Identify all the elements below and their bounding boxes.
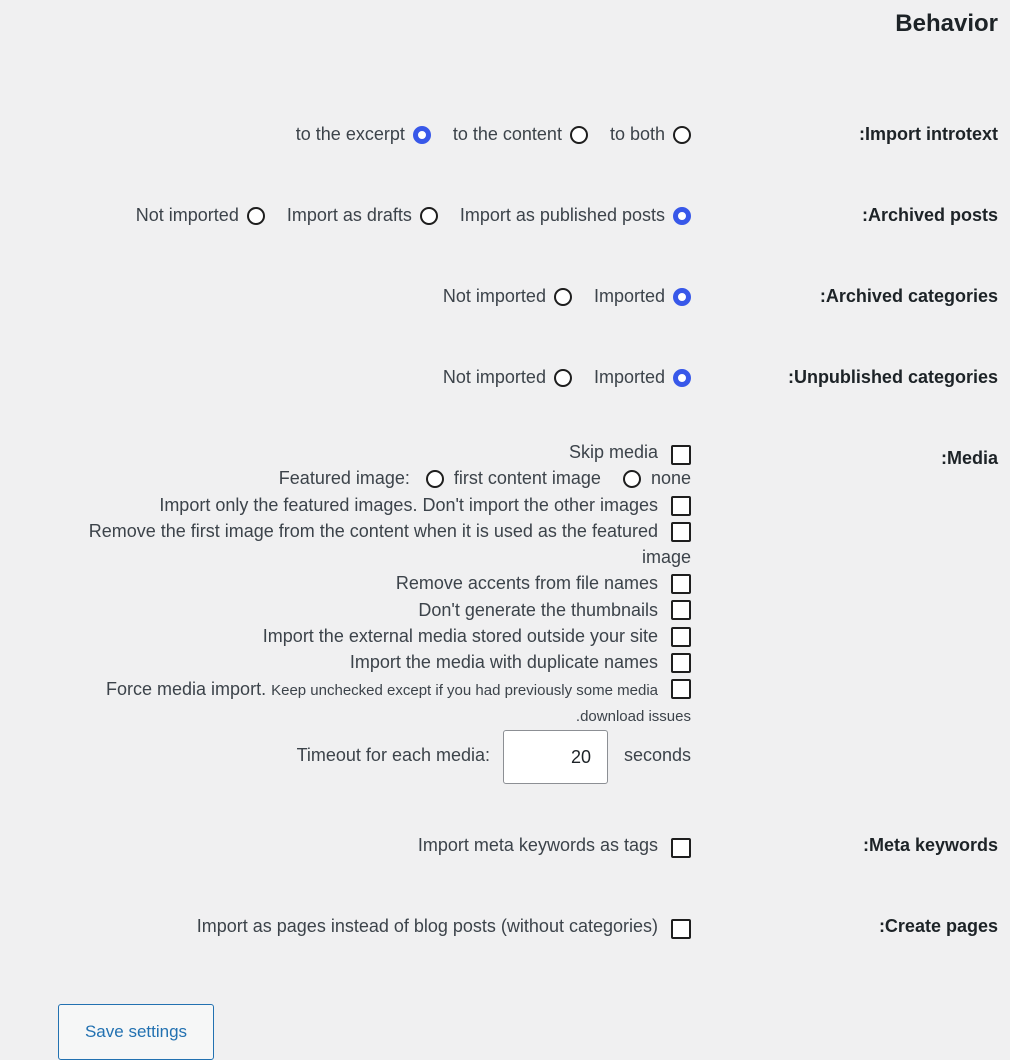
featured-image-label: Featured image:	[278, 468, 410, 488]
unpublished-categories-not-imported-label: Not imported	[442, 367, 546, 387]
import-only-featured-label: Import only the featured images. Don't import the other images	[159, 495, 658, 515]
duplicate-names-checkbox[interactable]	[671, 653, 691, 673]
unpublished-categories-option-not-imported[interactable]	[443, 367, 572, 388]
import-introtext-options	[296, 124, 691, 145]
timeout-input[interactable]	[503, 730, 608, 784]
no-thumbnails-label: Don't generate the thumbnails	[418, 600, 658, 620]
remove-first-image-checkbox[interactable]	[671, 522, 691, 542]
duplicate-names-label: Import the media with duplicate names	[349, 652, 658, 672]
introtext-option-content[interactable]	[453, 124, 588, 145]
timeout-label: Timeout for each media:	[296, 745, 490, 765]
archived-posts-published-radio[interactable]	[673, 207, 691, 225]
featured-image-first-label: first content image	[453, 468, 601, 488]
unpublished-categories-imported-radio[interactable]	[673, 369, 691, 387]
introtext-excerpt-label: to the excerpt	[295, 124, 405, 144]
media-label: :Media	[940, 448, 998, 468]
skip-media-label: Skip media	[568, 442, 658, 462]
introtext-content-label: to the content	[452, 124, 562, 144]
archived-posts-not-imported-label: Not imported	[135, 205, 239, 225]
featured-image-first-radio[interactable]	[426, 470, 444, 488]
force-import-checkbox[interactable]	[671, 679, 691, 699]
introtext-option-excerpt[interactable]	[296, 124, 431, 145]
unpublished-categories-options	[443, 367, 691, 388]
archived-posts-option-not-imported[interactable]	[136, 205, 265, 226]
timeout-unit: seconds	[623, 745, 691, 765]
archived-categories-options	[443, 286, 691, 307]
archived-posts-options	[136, 205, 691, 226]
archived-categories-imported-radio[interactable]	[673, 288, 691, 306]
external-media-label: Import the external media stored outside your site	[262, 626, 658, 646]
archived-categories-label: :Archived categories	[819, 286, 998, 306]
archived-categories-option-not-imported[interactable]	[443, 286, 572, 307]
force-import-text	[106, 679, 658, 700]
timeout-value: 20	[570, 746, 591, 767]
import-introtext-label: :Import introtext	[859, 124, 998, 144]
archived-posts-label: :Archived posts	[861, 205, 998, 225]
archived-categories-not-imported-radio[interactable]	[554, 288, 572, 306]
featured-image-none-radio[interactable]	[623, 470, 641, 488]
unpublished-categories-imported-label: Imported	[593, 367, 665, 387]
skip-media-checkbox[interactable]	[671, 445, 691, 465]
import-only-featured-checkbox[interactable]	[671, 496, 691, 516]
archived-categories-option-imported[interactable]	[594, 286, 691, 307]
create-pages-checkbox[interactable]	[671, 919, 691, 939]
archived-posts-not-imported-radio[interactable]	[247, 207, 265, 225]
meta-keywords-label: :Meta keywords	[862, 835, 998, 855]
introtext-content-radio[interactable]	[570, 126, 588, 144]
archived-categories-imported-label: Imported	[593, 286, 665, 306]
introtext-excerpt-radio[interactable]	[413, 126, 431, 144]
remove-accents-label: Remove accents from file names	[395, 573, 658, 593]
meta-keywords-checkbox[interactable]	[671, 838, 691, 858]
archived-posts-drafts-label: Import as drafts	[286, 205, 412, 225]
no-thumbnails-checkbox[interactable]	[671, 600, 691, 620]
introtext-both-label: to both	[609, 124, 665, 144]
introtext-both-radio[interactable]	[673, 126, 691, 144]
archived-categories-not-imported-label: Not imported	[442, 286, 546, 306]
archived-posts-option-published[interactable]	[460, 205, 691, 226]
archived-posts-drafts-radio[interactable]	[420, 207, 438, 225]
unpublished-categories-option-imported[interactable]	[594, 367, 691, 388]
archived-posts-option-drafts[interactable]	[287, 205, 438, 226]
force-import-note: Keep unchecked except if you had previously some media	[271, 682, 658, 699]
remove-accents-checkbox[interactable]	[671, 574, 691, 594]
create-pages-option-label: Import as pages instead of blog posts (without categories)	[196, 916, 658, 936]
featured-image-none-label: none	[650, 468, 691, 488]
meta-keywords-option-label: Import meta keywords as tags	[417, 835, 658, 855]
force-import-label: Force media import.	[106, 679, 267, 699]
archived-posts-published-label: Import as published posts	[459, 205, 665, 225]
save-settings-button[interactable]: Save settings	[58, 1004, 214, 1060]
force-import-note-continued: .download issues	[575, 708, 691, 725]
section-heading: Behavior	[895, 10, 998, 37]
introtext-option-both[interactable]	[610, 124, 691, 145]
create-pages-label: :Create pages	[878, 916, 998, 936]
unpublished-categories-not-imported-radio[interactable]	[554, 369, 572, 387]
remove-first-image-label-continued: image	[641, 547, 691, 567]
external-media-checkbox[interactable]	[671, 627, 691, 647]
featured-image-row	[279, 468, 691, 489]
unpublished-categories-label: :Unpublished categories	[787, 367, 998, 387]
remove-first-image-label: Remove the first image from the content when it is used as the featured	[88, 521, 658, 541]
